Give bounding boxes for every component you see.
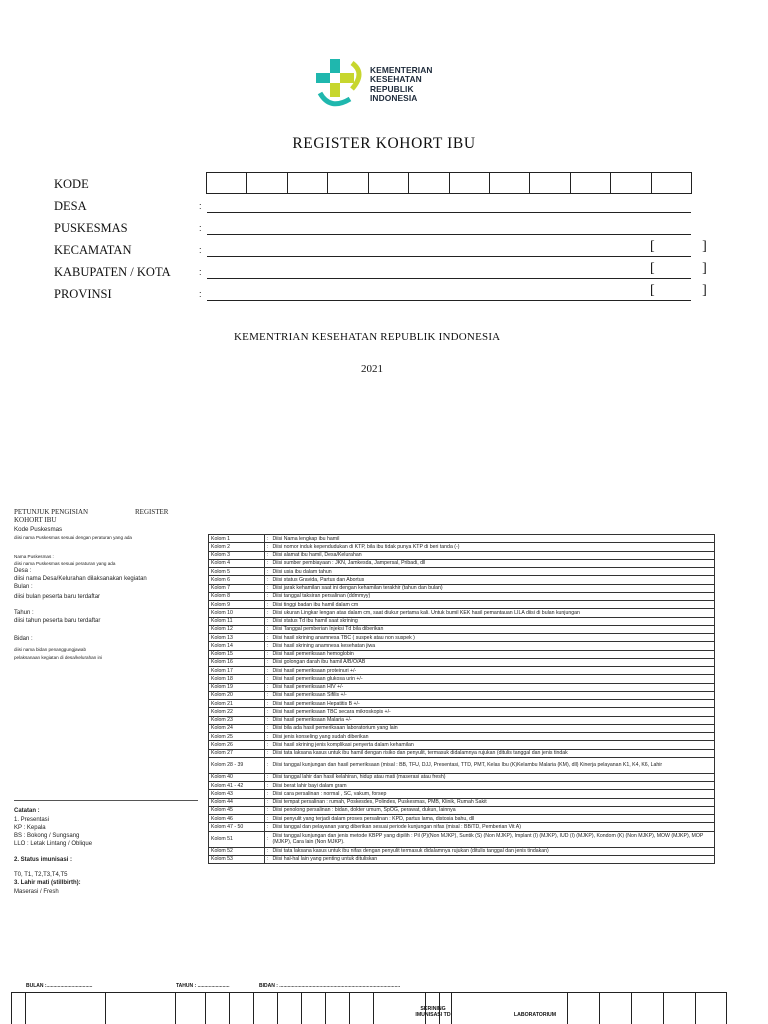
kecamatan-code-bracket: [ ] bbox=[650, 239, 729, 254]
instructions-heading-kohort: KOHORT IBU bbox=[14, 516, 57, 524]
column-key: Kolom 24 bbox=[209, 724, 265, 732]
column-colon: : bbox=[265, 642, 271, 650]
note-presentasi: 1. Presentasi bbox=[14, 817, 50, 823]
column-colon: : bbox=[265, 724, 271, 732]
column-colon: : bbox=[265, 551, 271, 559]
column-colon: : bbox=[265, 741, 271, 749]
colon: : bbox=[199, 267, 202, 277]
column-row bbox=[209, 724, 715, 732]
bulan-desc: diisi bulan peserta baru terdaftar bbox=[14, 594, 101, 600]
note-bs: BS : Bokong / Sungsang bbox=[14, 833, 80, 839]
column-row bbox=[209, 790, 715, 798]
note-maserasi: Maserasi / Fresh bbox=[14, 889, 59, 895]
column-row bbox=[209, 700, 715, 708]
column-description: Diisi tanggal kunjungan dan jenis metode KBPP yang dipilih : Pil (P)(Non MJKP), Suntik (S) (Non MJKP), Implant (I) (MJKP), IUD (I) (MJKP), Kondom (K) (Non MJKP), MOW (MJKP), MOP (MJKP), Cara lain (Non MJKP). bbox=[271, 831, 715, 847]
column-colon: : bbox=[265, 568, 271, 576]
column-key: Kolom 2 bbox=[209, 543, 265, 551]
column-row bbox=[209, 823, 715, 831]
column-row bbox=[209, 831, 715, 847]
label-kabupaten: KABUPATEN / KOTA bbox=[54, 265, 171, 279]
column-key: Kolom 21 bbox=[209, 700, 265, 708]
register-bidan: BIDAN : ....................................................................................... bbox=[259, 983, 401, 989]
column-key: Kolom 46 bbox=[209, 815, 265, 823]
label-kode: KODE bbox=[54, 177, 89, 191]
column-colon: : bbox=[265, 609, 271, 617]
desa-label: Desa : bbox=[14, 568, 32, 574]
column-row bbox=[209, 716, 715, 724]
column-description: Diisi jenis konseling yang sudah diberikan bbox=[271, 733, 715, 741]
column-description-table bbox=[208, 534, 715, 864]
column-description: Diisi cara persalinan : normal , SC, vakum, forsep bbox=[271, 790, 715, 798]
instructions-heading-register: REGISTER bbox=[135, 508, 169, 516]
puskesmas-field[interactable] bbox=[207, 234, 691, 235]
column-colon: : bbox=[265, 798, 271, 806]
column-row bbox=[209, 625, 715, 633]
column-colon: : bbox=[265, 683, 271, 691]
column-description: Diisi tanggal dan pelayanan yang diberikan sesuai periode kunjungan nifas (misal : BB/TD, Pemberian Vit A) bbox=[271, 823, 715, 831]
column-colon: : bbox=[265, 691, 271, 699]
column-description: Diisi Tanggal pemberian Injeksi Td bila diberikan bbox=[271, 625, 715, 633]
kecamatan-field[interactable] bbox=[207, 256, 691, 257]
column-key: Kolom 40 bbox=[209, 773, 265, 781]
catatan-label: Catatan : bbox=[14, 808, 40, 814]
notes-divider bbox=[14, 800, 198, 801]
header-laboratorium: LABORATORIUM bbox=[513, 1012, 557, 1018]
column-key: Kolom 10 bbox=[209, 609, 265, 617]
column-row bbox=[209, 708, 715, 716]
column-colon: : bbox=[265, 617, 271, 625]
note-kp: KP : Kepala bbox=[14, 825, 46, 831]
column-key: Kolom 4 bbox=[209, 559, 265, 567]
column-row bbox=[209, 658, 715, 666]
column-description: Diisi tempat persalinan : rumah, Poskesdes, Polindes, Puskesmas, PMB, Klinik, Rumah Sakit bbox=[271, 798, 715, 806]
column-colon: : bbox=[265, 675, 271, 683]
column-colon: : bbox=[265, 708, 271, 716]
column-description: Diisi berat lahir bayi dalam gram bbox=[271, 782, 715, 790]
column-row bbox=[209, 741, 715, 749]
provinsi-code-bracket: [ ] bbox=[650, 283, 729, 298]
desa-field[interactable] bbox=[207, 212, 691, 213]
column-row bbox=[209, 667, 715, 675]
colon: : bbox=[199, 201, 202, 211]
column-colon: : bbox=[265, 601, 271, 609]
column-row bbox=[209, 691, 715, 699]
column-description: Diisi hal-hal lain yang penting untuk dituliskan bbox=[271, 855, 715, 863]
column-row bbox=[209, 815, 715, 823]
column-row bbox=[209, 584, 715, 592]
column-description: Diisi hasil pemeriksaan proteinuri +/- bbox=[271, 667, 715, 675]
column-key: Kolom 52 bbox=[209, 847, 265, 855]
column-description: Diisi tanggal kunjungan dan hasil pemeriksaan (misal : BB, TFU, DJJ, Presentasi, TTD, PMT, Kelas Ibu (K)Kelambu Malaria (KM), dll) Kinerja pelayanan K1, K4, K6, Lahir bbox=[271, 757, 715, 773]
column-key: Kolom 28 - 39 bbox=[209, 757, 265, 773]
column-description: Diisi hasil pemeriksaan Malaria +/- bbox=[271, 716, 715, 724]
ministry-name: KEMENTRIAN KESEHATAN REPUBLIK INDONESIA bbox=[234, 331, 501, 343]
kode-puskesmas-desc: diisi nama Puskesmas sesuai dengan peraturan yang ada bbox=[14, 535, 132, 540]
column-key: Kolom 20 bbox=[209, 691, 265, 699]
column-row bbox=[209, 650, 715, 658]
column-key: Kolom 43 bbox=[209, 790, 265, 798]
note-td-levels: T0, T1, T2,T3,T4,T5 bbox=[14, 872, 68, 878]
register-tahun: TAHUN : ....................... bbox=[176, 983, 230, 989]
column-row bbox=[209, 675, 715, 683]
column-description: Diisi hasil pemeriksaan glukosa urin +/- bbox=[271, 675, 715, 683]
column-row bbox=[209, 576, 715, 584]
column-description: Diisi bila ada hasil pemeriksaan laboratorium yang lain bbox=[271, 724, 715, 732]
column-key: Kolom 44 bbox=[209, 798, 265, 806]
column-row bbox=[209, 543, 715, 551]
column-colon: : bbox=[265, 757, 271, 773]
column-key: Kolom 51 bbox=[209, 831, 265, 847]
column-key: Kolom 8 bbox=[209, 592, 265, 600]
column-key: Kolom 18 bbox=[209, 675, 265, 683]
label-provinsi: PROVINSI bbox=[54, 287, 112, 301]
column-description: Diisi tata laksana kasus untuk ibu hamil dengan risiko dan penyulit, termasuk didalamnya rujukan (ditulis tanggal dan jenis tindak bbox=[271, 749, 715, 757]
column-description: Diisi penyulit yang terjadi dalam proses persalinan : KPD, partus lama, distosia bahu, dll bbox=[271, 815, 715, 823]
column-colon: : bbox=[265, 749, 271, 757]
column-colon: : bbox=[265, 576, 271, 584]
column-row bbox=[209, 601, 715, 609]
column-description: Diisi hasil pemeriksaan Hepatitis B +/- bbox=[271, 700, 715, 708]
desa-desc: diisi nama Desa/Kelurahan dilaksanakan kegiatan bbox=[14, 576, 147, 582]
column-key: Kolom 15 bbox=[209, 650, 265, 658]
column-key: Kolom 26 bbox=[209, 741, 265, 749]
column-key: Kolom 53 bbox=[209, 855, 265, 863]
column-key: Kolom 13 bbox=[209, 634, 265, 642]
column-key: Kolom 7 bbox=[209, 584, 265, 592]
column-key: Kolom 25 bbox=[209, 733, 265, 741]
column-key: Kolom 1 bbox=[209, 535, 265, 543]
column-colon: : bbox=[265, 700, 271, 708]
column-description: Diisi hasil skrining anamnesa TBC ( suspek atau non suspek ) bbox=[271, 634, 715, 642]
column-row bbox=[209, 855, 715, 863]
colon: : bbox=[199, 289, 202, 299]
column-row bbox=[209, 806, 715, 814]
column-row bbox=[209, 559, 715, 567]
document-year: 2021 bbox=[361, 363, 383, 375]
column-colon: : bbox=[265, 782, 271, 790]
column-description: Diisi hasil pemeriksaan hemoglobin bbox=[271, 650, 715, 658]
column-colon: : bbox=[265, 716, 271, 724]
column-key: Kolom 11 bbox=[209, 617, 265, 625]
column-row bbox=[209, 757, 715, 773]
column-row bbox=[209, 733, 715, 741]
column-row bbox=[209, 568, 715, 576]
nama-puskesmas-desc: diisi nama Puskesmas sesuai peraturan yang ada bbox=[14, 561, 116, 566]
column-key: Kolom 19 bbox=[209, 683, 265, 691]
column-colon: : bbox=[265, 559, 271, 567]
column-colon: : bbox=[265, 592, 271, 600]
column-description: Diisi tinggi badan ibu hamil dalam cm bbox=[271, 601, 715, 609]
column-key: Kolom 6 bbox=[209, 576, 265, 584]
note-llo: LLO : Letak Lintang / Oblique bbox=[14, 841, 93, 847]
tahun-label: Tahun : bbox=[14, 610, 34, 616]
column-colon: : bbox=[265, 733, 271, 741]
column-row bbox=[209, 773, 715, 781]
column-row bbox=[209, 782, 715, 790]
tahun-desc: diisi tahun peserta baru terdaftar bbox=[14, 618, 101, 624]
column-description: Diisi hasil pemeriksaan HIV +/- bbox=[271, 683, 715, 691]
column-key: Kolom 23 bbox=[209, 716, 265, 724]
column-colon: : bbox=[265, 667, 271, 675]
label-kecamatan: KECAMATAN bbox=[54, 243, 132, 257]
colon: : bbox=[199, 245, 202, 255]
column-key: Kolom 5 bbox=[209, 568, 265, 576]
column-colon: : bbox=[265, 773, 271, 781]
column-row bbox=[209, 609, 715, 617]
column-row bbox=[209, 535, 715, 543]
column-colon: : bbox=[265, 815, 271, 823]
column-row bbox=[209, 592, 715, 600]
header-skrining-imunisasi: SKRINING IMUNISASI TD bbox=[415, 1006, 451, 1018]
column-description: Diisi golongan darah ibu hamil A/B/O/AB bbox=[271, 658, 715, 666]
bidan-desc: diisi nama bidan penanggungjawab bbox=[14, 647, 87, 652]
column-key: Kolom 47 - 50 bbox=[209, 823, 265, 831]
column-colon: : bbox=[265, 823, 271, 831]
column-row bbox=[209, 634, 715, 642]
column-colon: : bbox=[265, 658, 271, 666]
column-row bbox=[209, 617, 715, 625]
column-description: Diisi hasil pemeriksaan Sifilis +/- bbox=[271, 691, 715, 699]
column-key: Kolom 14 bbox=[209, 642, 265, 650]
column-row bbox=[209, 642, 715, 650]
column-description: Diisi jarak kehamilan saat ini dengan kehamilan terakhir (tahun dan bulan) bbox=[271, 584, 715, 592]
column-row bbox=[209, 551, 715, 559]
provinsi-field[interactable] bbox=[207, 300, 691, 301]
column-colon: : bbox=[265, 855, 271, 863]
column-colon: : bbox=[265, 650, 271, 658]
column-key: Kolom 12 bbox=[209, 625, 265, 633]
note-status-imunisasi: 2. Status imunisasi : bbox=[14, 857, 73, 863]
kabupaten-field[interactable] bbox=[207, 278, 691, 279]
column-key: Kolom 27 bbox=[209, 749, 265, 757]
bidan-label: Bidan : bbox=[14, 636, 33, 642]
column-description: Diisi Nama lengkap ibu hamil bbox=[271, 535, 715, 543]
column-description: Diisi hasil pemeriksaan TBC secara mikroskopis +/- bbox=[271, 708, 715, 716]
register-table[interactable] bbox=[11, 992, 727, 1024]
column-row bbox=[209, 847, 715, 855]
column-description: Diisi tanggal lahir dan hasil kelahiran, hidup atau mati (maserasi atau fresh) bbox=[271, 773, 715, 781]
column-colon: : bbox=[265, 806, 271, 814]
column-row bbox=[209, 798, 715, 806]
column-colon: : bbox=[265, 847, 271, 855]
bulan-label: Bulan : bbox=[14, 584, 33, 590]
column-colon: : bbox=[265, 535, 271, 543]
column-description: Diisi status Td ibu hamil saat skrining bbox=[271, 617, 715, 625]
colon: : bbox=[199, 223, 202, 233]
column-colon: : bbox=[265, 543, 271, 551]
column-description: Diisi penolong persalinan : bidan, dokter umum, SpOG, perawat, dukun, lainnya bbox=[271, 806, 715, 814]
bidan-desc-2: pelaksanaan kegiatan di desa/kelurahan ini bbox=[14, 655, 103, 660]
column-key: Kolom 3 bbox=[209, 551, 265, 559]
column-description: Diisi usia ibu dalam tahun bbox=[271, 568, 715, 576]
column-description: Diisi alamat ibu hamil, Desa/Kelurahan bbox=[271, 551, 715, 559]
column-key: Kolom 22 bbox=[209, 708, 265, 716]
document-title: REGISTER KOHORT IBU bbox=[292, 135, 476, 152]
note-lahir-mati: 3. Lahir mati (stillbirth): bbox=[14, 880, 81, 886]
kode-puskesmas-label: Kode Puskesmas bbox=[14, 526, 63, 533]
column-description: Diisi sumber pembiayaan : JKN, Jamkesda, Jampersal, Pribadi, dll bbox=[271, 559, 715, 567]
label-puskesmas: PUSKESMAS bbox=[54, 221, 128, 235]
column-colon: : bbox=[265, 625, 271, 633]
instructions-heading: PETUNJUK PENGISIAN bbox=[14, 508, 89, 516]
column-key: Kolom 17 bbox=[209, 667, 265, 675]
logo-text: KEMENTERIAN KESEHATAN REPUBLIK INDONESIA bbox=[370, 65, 433, 104]
column-description: Diisi tata laksana kasus untuk ibu nifas dengan penyulit termasuk didalamnya rujukan (ditulis tanggal dan jenis tindakan) bbox=[271, 847, 715, 855]
column-key: Kolom 16 bbox=[209, 658, 265, 666]
column-row bbox=[209, 683, 715, 691]
register-bulan: BULAN :................................. bbox=[26, 983, 93, 989]
nama-puskesmas-label: Nama Puskesmas : bbox=[14, 554, 54, 559]
column-colon: : bbox=[265, 831, 271, 847]
kode-input-boxes[interactable] bbox=[206, 172, 692, 194]
column-colon: : bbox=[265, 634, 271, 642]
column-colon: : bbox=[265, 584, 271, 592]
column-key: Kolom 9 bbox=[209, 601, 265, 609]
column-description: Diisi ukuran Lingkar lengan atas dalam cm, saat diukur pertama kali. Untuk bumil KEK hasil pemantauan LILA diisi di bulan kunjungan bbox=[271, 609, 715, 617]
column-row bbox=[209, 749, 715, 757]
label-desa: DESA bbox=[54, 199, 87, 213]
column-key: Kolom 41 - 42 bbox=[209, 782, 265, 790]
column-description: Diisi hasil skrining jenis komplikasi penyerta dalam kehamilan bbox=[271, 741, 715, 749]
column-key: Kolom 45 bbox=[209, 806, 265, 814]
column-description: Diisi tanggal taksiran persalinan (ddmmyy) bbox=[271, 592, 715, 600]
column-description: Diisi nomor induk kependudukan di KTP, bila ibu tidak punya KTP di beri tanda (-) bbox=[271, 543, 715, 551]
column-description: Diisi hasil skrining anamnesa kesehatan jiwa bbox=[271, 642, 715, 650]
column-description: Diisi status Gravida, Partus dan Abortus bbox=[271, 576, 715, 584]
column-colon: : bbox=[265, 790, 271, 798]
kabupaten-code-bracket: [ ] bbox=[650, 261, 729, 276]
